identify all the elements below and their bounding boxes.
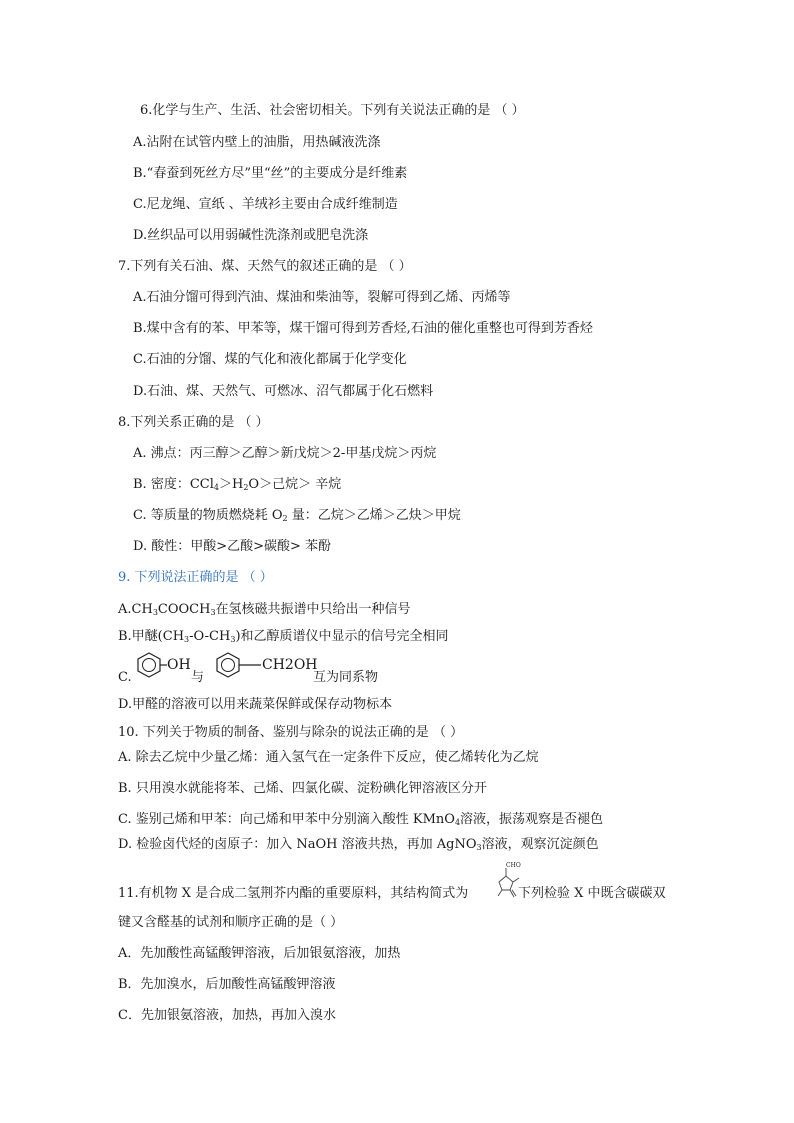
q7-option-c: C.石油的分馏、煤的气化和液化都属于化学变化 [133,352,407,367]
q10-stem: 10. 下列关于物质的制备、鉴别与除杂的说法正确的是 （ ） [118,725,464,740]
q9-option-d: D.甲醛的溶液可以用来蔬菜保鲜或保存动物标本 [118,697,393,712]
q7-option-a: A.石油分馏可得到汽油、煤油和柴油等，裂解可得到乙烯、丙烯等 [133,290,511,305]
q9-option-c-with: 与 [191,670,205,685]
q6-stem: 6.化学与生产、生活、社会密切相关。下列有关说法正确的是 （ ） [140,103,525,118]
q8-option-a: A. 沸点：丙三醇＞乙醇＞新戊烷＞2-甲基戊烷＞丙烷 [133,446,437,461]
q6-option-d: D.丝织品可以用弱碱性洗涤剂或肥皂洗涤 [133,228,369,243]
q11-option-a: A．先加酸性高锰酸钾溶液，后加银氨溶液，加热 [118,946,401,961]
q11-stem-part1: 11.有机物 X 是合成二氢荆芥内酯的重要原料，其结构简式为 [118,886,469,901]
q11-stem-line2: 键又含醛基的试剂和顺序正确的是（ ） [118,915,344,930]
q6-option-b: B.“春蚕到死丝方尽”里“丝”的主要成分是纤维素 [133,166,408,181]
q10-option-d: D. 检验卤代烃的卤原子：加入 NaOH 溶液共热，再加 AgNO$_3$溶液，观察沉淀颜色 [118,837,599,852]
q10-option-b: B. 只用溴水就能将苯、己烯、四氯化碳、淀粉碘化钾溶液区分开 [118,781,487,796]
q9-option-a: $A.CH_3COOCH_3$在氢核磁共振谱中只给出一种信号 [118,602,411,617]
q8-option-d: D. 酸性：甲酸>乙酸>碳酸> 苯酚 [133,539,332,554]
q8-option-b: B. 密度：$CCl_4>H_2O>$己烷＞ 辛烷 [133,477,342,492]
q10-option-a: A. 除去乙烷中少量乙烯：通入氢气在一定条件下反应，使乙烯转化为乙烷 [118,750,539,765]
q8-option-c: C. 等质量的物质燃烧耗 $O_2$ 量：乙烷＞乙烯＞乙炔＞甲烷 [133,508,461,523]
q9-option-c-suffix: 互为同系物 [313,670,379,685]
q7-option-d: D.石油、煤、天然气、可燃冰、沼气都属于化石燃料 [133,384,434,399]
cho-label: CHO [506,862,521,869]
phenol-oh-label: OH [167,657,191,673]
q11-option-c: C．先加银氨溶液，加热，再加入溴水 [118,1008,336,1023]
q9-option-b: B.甲醚$(CH_3-O-CH_3)$和乙醇质谱仪中显示的信号完全相同 [118,629,449,644]
q7-stem: 7.下列有关石油、煤、天然气的叙述正确的是 （ ） [118,259,412,274]
benzyl-ch2oh-label: CH2OH [262,657,318,673]
benzyl-alcohol-structure [208,648,268,688]
q11-option-b: B．先加溴水，后加酸性高锰酸钾溶液 [118,977,336,992]
q7-option-b: B.煤中含有的苯、甲苯等，煤干馏可得到芳香烃,石油的催化重整也可得到芳香烃 [133,321,593,336]
q9-option-c-label: C. [118,670,132,685]
q6-option-c: C.尼龙绳、宣纸 、羊绒衫主要由合成纤维制造 [133,197,398,212]
q10-option-c: C. 鉴别己烯和甲苯：向己烯和甲苯中分别滴入酸性 KMnO$_4$溶液，振荡观察是否褪色 [118,812,604,827]
q6-option-a: A.沾附在试管内壁上的油脂，用热碱液洗涤 [133,135,381,150]
q11-stem-part2: 下列检验 X 中既含碳碳双 [518,886,666,901]
q9-stem: 9. 下列说法正确的是 （ ） [118,570,273,585]
q8-stem: 8.下列关系正确的是 （ ） [118,415,269,430]
